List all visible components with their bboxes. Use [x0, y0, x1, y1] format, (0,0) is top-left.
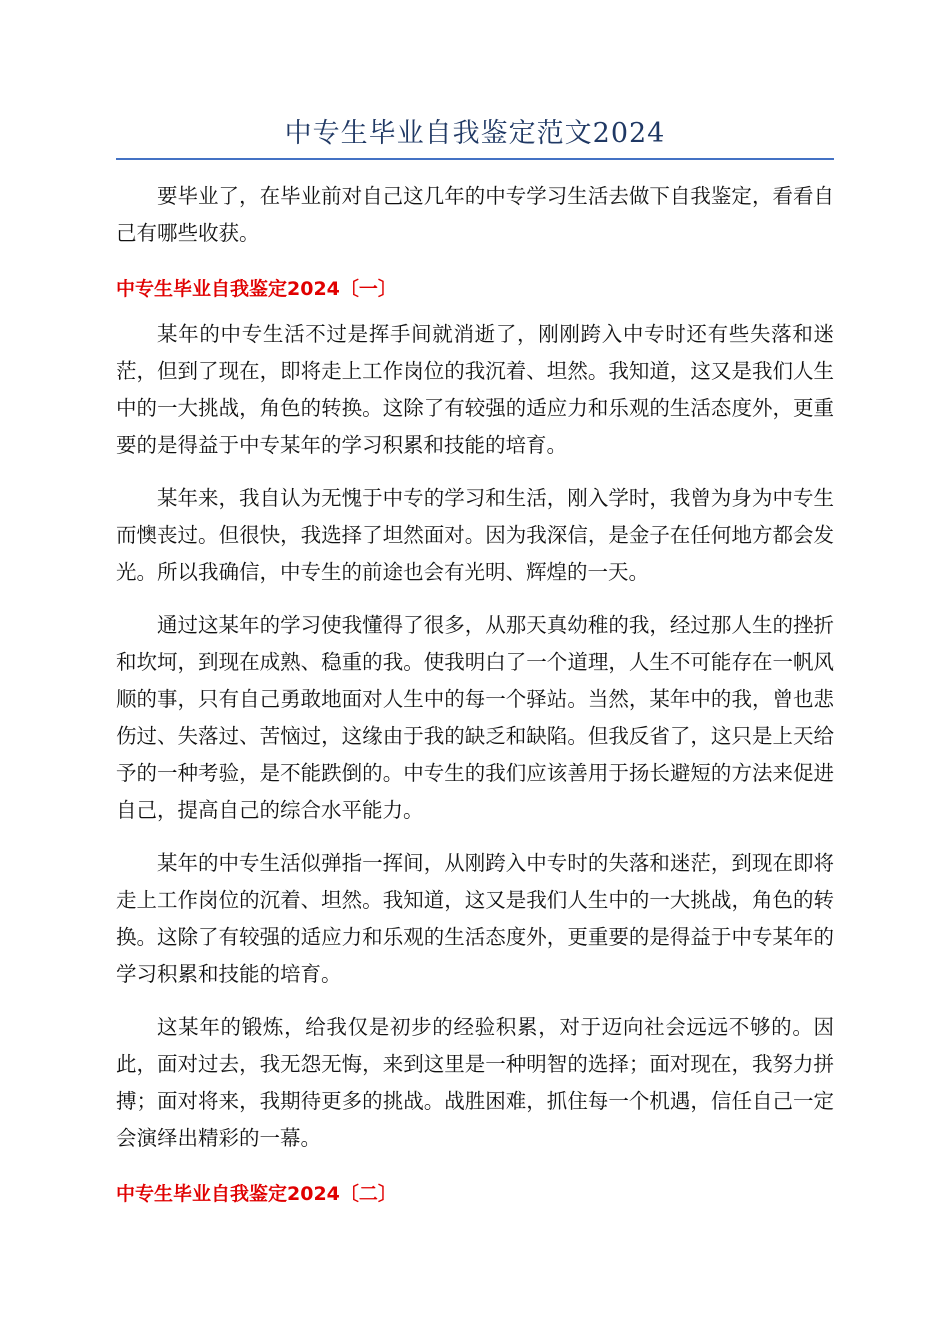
section-heading-1: 中专生毕业自我鉴定2024〔一〕 [116, 278, 397, 300]
section-1-paragraph-1: 某年的中专生活不过是挥手间就消逝了，刚刚跨入中专时还有些失落和迷茫，但到了现在，即将走上工作岗位的我沉着、坦然。我知道，这又是我们人生中的一大挑战，角色的转换。这除了有较强的适应力和乐观的生活态度外，更重要的是得益于中专某年的学习积累和技能的培育。 [116, 322, 834, 457]
section-1 [116, 274, 834, 1157]
section-2 [116, 1179, 834, 1209]
section-1-paragraph-5: 这某年的锻炼，给我仅是初步的经验积累，对于迈向社会远远不够的。因此，面对过去，我无怨无悔，来到这里是一种明智的选择；面对现在，我努力拼搏；面对将来，我期待更多的挑战。战胜困难，抓住每一个机遇，信任自己一定会演绎出精彩的一幕。 [116, 1015, 834, 1150]
document-page [116, 110, 834, 1221]
document-title: 中专生毕业自我鉴定范文2024 [284, 118, 666, 149]
section-1-paragraph-4: 某年的中专生活似弹指一挥间，从刚跨入中专时的失落和迷茫，到现在即将走上工作岗位的沉着、坦然。我知道，这又是我们人生中的一大挑战，角色的转换。这除了有较强的适应力和乐观的生活态度外，更重要的是得益于中专某年的学习积累和技能的培育。 [116, 851, 834, 986]
intro-paragraph: 要毕业了，在毕业前对自己这几年的中专学习生活去做下自我鉴定，看看自己有哪些收获。 [116, 184, 834, 245]
section-heading-2: 中专生毕业自我鉴定2024〔二〕 [116, 1183, 397, 1205]
section-1-paragraph-2: 某年来，我自认为无愧于中专的学习和生活，刚入学时，我曾为身为中专生而懊丧过。但很快，我选择了坦然面对。因为我深信，是金子在任何地方都会发光。所以我确信，中专生的前途也会有光明、辉煌的一天。 [116, 486, 834, 584]
section-1-paragraph-3: 通过这某年的学习使我懂得了很多，从那天真幼稚的我，经过那人生的挫折和坎坷，到现在成熟、稳重的我。使我明白了一个道理，人生不可能存在一帆风顺的事，只有自己勇敢地面对人生中的每一个驿站。当然，某年中的我，曾也悲伤过、失落过、苦恼过，这缘由于我的缺乏和缺陷。但我反省了，这只是上天给予的一种考验，是不能跌倒的。中专生的我们应该善用于扬长避短的方法来促进自己，提高自己的综合水平能力。 [116, 613, 834, 822]
title-underline [116, 158, 834, 160]
